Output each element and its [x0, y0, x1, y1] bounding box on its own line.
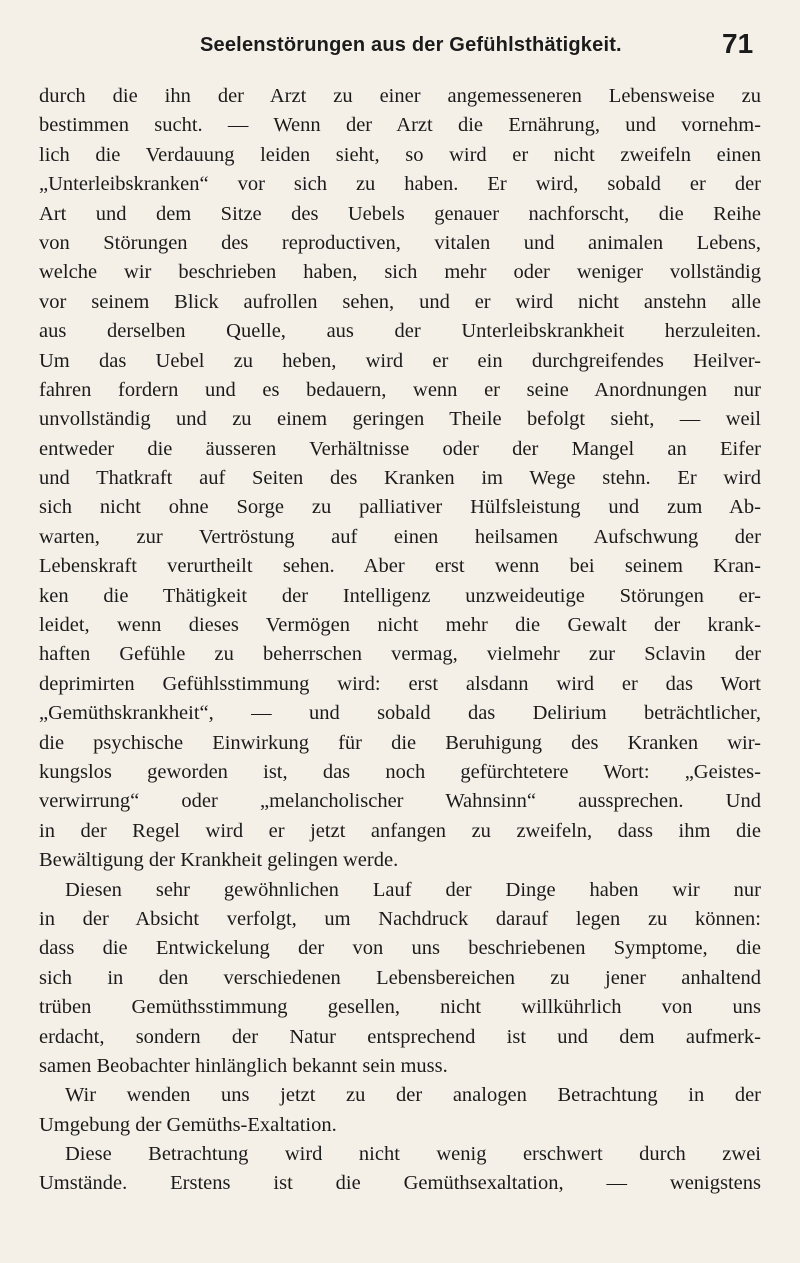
text-line: kungslos geworden ist, das noch gefürchtetere Wort: „Geistes- — [39, 760, 761, 783]
body-text — [39, 82, 761, 1199]
text-line: vor seinem Blick aufrollen sehen, und er wird nicht anstehn alle — [39, 290, 761, 313]
text-line: sich nicht ohne Sorge zu palliativer Hülfsleistung und zum Ab- — [39, 496, 761, 519]
text-line: ken die Thätigkeit der Intelligenz unzweideutige Störungen er- — [39, 584, 761, 607]
text-line: entweder die äusseren Verhältnisse oder der Mangel an Eifer — [39, 437, 761, 460]
running-title: Seelenstörungen aus der Gefühlsthätigkeit. — [200, 34, 622, 56]
text-line: in der Regel wird er jetzt anfangen zu zweifeln, dass ihm die — [39, 819, 761, 842]
text-line: von Störungen des reproductiven, vitalen und animalen Lebens, — [39, 231, 761, 254]
text-line: Umstände. Erstens ist die Gemüthsexaltation, — wenigstens — [39, 1172, 761, 1195]
text-line: deprimirten Gefühlsstimmung wird: erst alsdann wird er das Wort — [39, 672, 761, 695]
paragraph-end-line: Bewältigung der Krankheit gelingen werde. — [39, 849, 399, 872]
text-line: lich die Verdauung leiden sieht, so wird er nicht zweifeln einen — [39, 143, 761, 166]
text-line: Art und dem Sitze des Uebels genauer nachforscht, die Reihe — [39, 202, 761, 225]
text-line: fahren fordern und es bedauern, wenn er seine Anordnungen nur — [39, 378, 761, 401]
text-line: und Thatkraft auf Seiten des Kranken im Wege stehn. Er wird — [39, 467, 761, 490]
text-line: leidet, wenn dieses Vermögen nicht mehr die Gewalt der krank- — [39, 614, 761, 637]
text-line: die psychische Einwirkung für die Beruhigung des Kranken wir- — [39, 731, 761, 754]
text-line: bestimmen sucht. — Wenn der Arzt die Ernährung, und vornehm- — [39, 114, 761, 137]
page-number: 71 — [722, 28, 754, 59]
text-line: verwirrung“ oder „melancholischer Wahnsinn“ aussprechen. Und — [39, 790, 761, 813]
paragraph-start-line: Wir wenden uns jetzt zu der analogen Betrachtung in der — [65, 1084, 761, 1107]
text-line: in der Absicht verfolgt, um Nachdruck darauf legen zu können: — [39, 907, 761, 930]
paragraph-start-line: Diese Betrachtung wird nicht wenig erschwert durch zwei — [65, 1143, 761, 1166]
text-line: aus derselben Quelle, aus der Unterleibskrankheit herzuleiten. — [39, 320, 761, 343]
text-line: trüben Gemüthsstimmung gesellen, nicht willkührlich von uns — [39, 996, 761, 1019]
text-line: unvollständig und zu einem geringen Theile befolgt sieht, — weil — [39, 408, 761, 431]
paragraph-start-line: Diesen sehr gewöhnlichen Lauf der Dinge haben wir nur — [65, 878, 761, 901]
text-line: haften Gefühle zu beherrschen vermag, vielmehr zur Sclavin der — [39, 643, 761, 666]
text-line: „Unterleibskranken“ vor sich zu haben. Er wird, sobald er der — [39, 173, 761, 196]
text-line: welche wir beschrieben haben, sich mehr oder weniger vollständig — [39, 261, 761, 284]
text-line: Um das Uebel zu heben, wird er ein durchgreifendes Heilver- — [39, 349, 761, 372]
paragraph-end-line: Umgebung der Gemüths-Exaltation. — [39, 1113, 337, 1136]
text-line: erdacht, sondern der Natur entsprechend ist und dem aufmerk- — [39, 1025, 761, 1048]
text-line: sich in den verschiedenen Lebensbereichen zu jener anhaltend — [39, 966, 761, 989]
text-line: dass die Entwickelung der von uns beschriebenen Symptome, die — [39, 937, 761, 960]
text-line: Lebenskraft verurtheilt sehen. Aber erst wenn bei seinem Kran- — [39, 555, 761, 578]
text-line: „Gemüthskrankheit“, — und sobald das Delirium beträchtlicher, — [39, 702, 761, 725]
page-header — [200, 30, 760, 70]
text-line: warten, zur Vertröstung auf einen heilsamen Aufschwung der — [39, 525, 761, 548]
paragraph-end-line: samen Beobachter hinlänglich bekannt sein muss. — [39, 1054, 448, 1077]
text-line: durch die ihn der Arzt zu einer angemesseneren Lebensweise zu — [39, 85, 761, 107]
